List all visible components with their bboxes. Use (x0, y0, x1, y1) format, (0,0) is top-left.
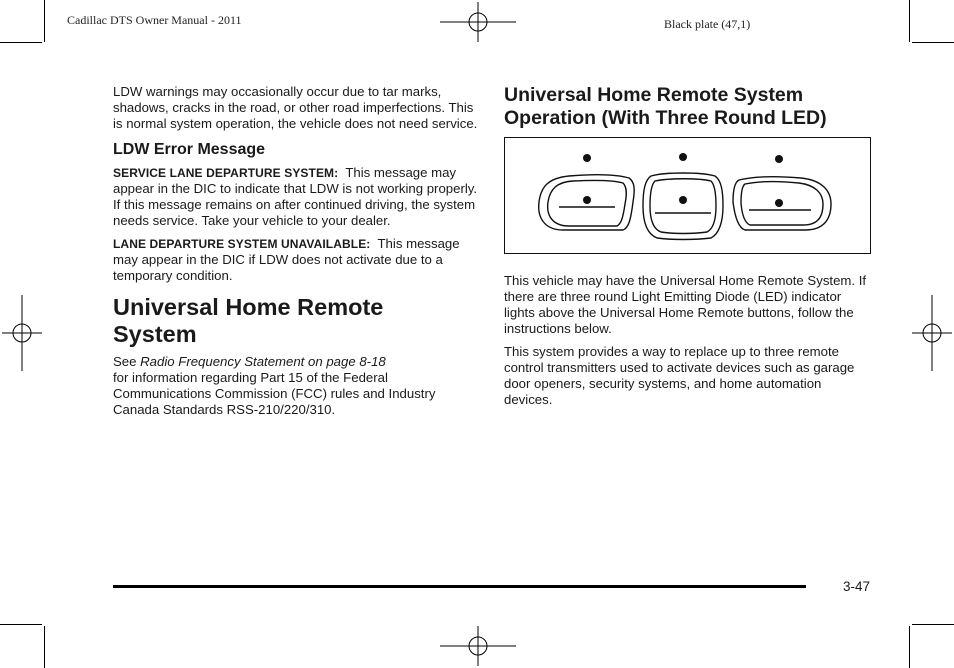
manual-title: Cadillac DTS Owner Manual - 2011 (67, 13, 242, 27)
operation-heading-line1: Universal Home Remote System (504, 84, 804, 106)
crop-mark (0, 624, 42, 625)
remote-buttons-figure (504, 137, 871, 254)
crop-mark (0, 42, 42, 43)
led-description-paragraph: This vehicle may have the Universal Home Remote System. If there are three round Light Emitting Diode (LED) indicator lights above the Universal Home Remote buttons, follow the instructions below. (504, 273, 867, 336)
operation-heading-line2: Operation (With Three Round LED) (504, 107, 827, 129)
radio-frequency-link[interactable]: Radio Frequency Statement on page 8-18 (140, 354, 386, 369)
registration-mark-top (440, 2, 516, 42)
button-dot-2 (679, 196, 687, 204)
plate-label: Black plate (47,1) (664, 17, 751, 31)
right-column-body (504, 273, 872, 408)
system-description-paragraph: This system provides a way to replace up to three remote control transmitters used to activate devices such as garage door openers, security systems, and home automation devices. (504, 344, 855, 407)
registration-mark-bottom (440, 626, 516, 666)
ldw-intro-paragraph: LDW warnings may occasionally occur due to tar marks, shadows, cracks in the road, or other road imperfections. This is normal system operation, the vehicle does not need service. (113, 84, 478, 131)
left-column (113, 84, 478, 418)
remote-buttons-illustration (505, 138, 869, 252)
button-dot-1 (583, 196, 591, 204)
crop-mark (912, 42, 954, 43)
footer-rule (113, 585, 806, 588)
button-dot-3 (775, 199, 783, 207)
service-message-text: This message may appear in the DIC to indicate that LDW is not working properly. If this message remains on after continued driving, the system needs service. Take your vehicle to your dealer. (113, 165, 478, 228)
page-number: 3-47 (843, 579, 871, 594)
led-indicator-1 (583, 154, 591, 162)
unavailable-message-text: This message may appear in the DIC if LDW does not activate due to a temporary condition. (113, 236, 460, 283)
see-prefix: See (113, 354, 137, 369)
crop-mark (909, 0, 910, 42)
section-title-line1: Universal Home Remote (113, 294, 384, 320)
section-title (113, 294, 478, 348)
ldw-error-heading: LDW Error Message (113, 141, 266, 158)
crop-mark (44, 0, 45, 42)
registration-mark-right (912, 295, 952, 371)
service-message-title: SERVICE LANE DEPARTURE SYSTEM: (113, 166, 339, 180)
section-title-line2: System (113, 321, 197, 347)
remote-button-2 (643, 173, 723, 240)
operation-heading (504, 84, 872, 130)
crop-mark (912, 624, 954, 625)
crop-mark (44, 626, 45, 668)
service-message-paragraph (113, 165, 478, 229)
led-indicator-3 (775, 155, 783, 163)
led-indicator-2 (679, 153, 687, 161)
see-reference-paragraph (113, 354, 478, 418)
unavailable-message-paragraph (113, 236, 478, 284)
registration-mark-left (2, 295, 42, 371)
see-text: for information regarding Part 15 of the Federal Communications Commission (FCC) rules and Industry Canada Standards RSS-210/220/310. (113, 370, 436, 417)
unavailable-message-title: LANE DEPARTURE SYSTEM UNAVAILABLE: (113, 237, 371, 251)
crop-mark (909, 626, 910, 668)
right-column (504, 84, 872, 130)
